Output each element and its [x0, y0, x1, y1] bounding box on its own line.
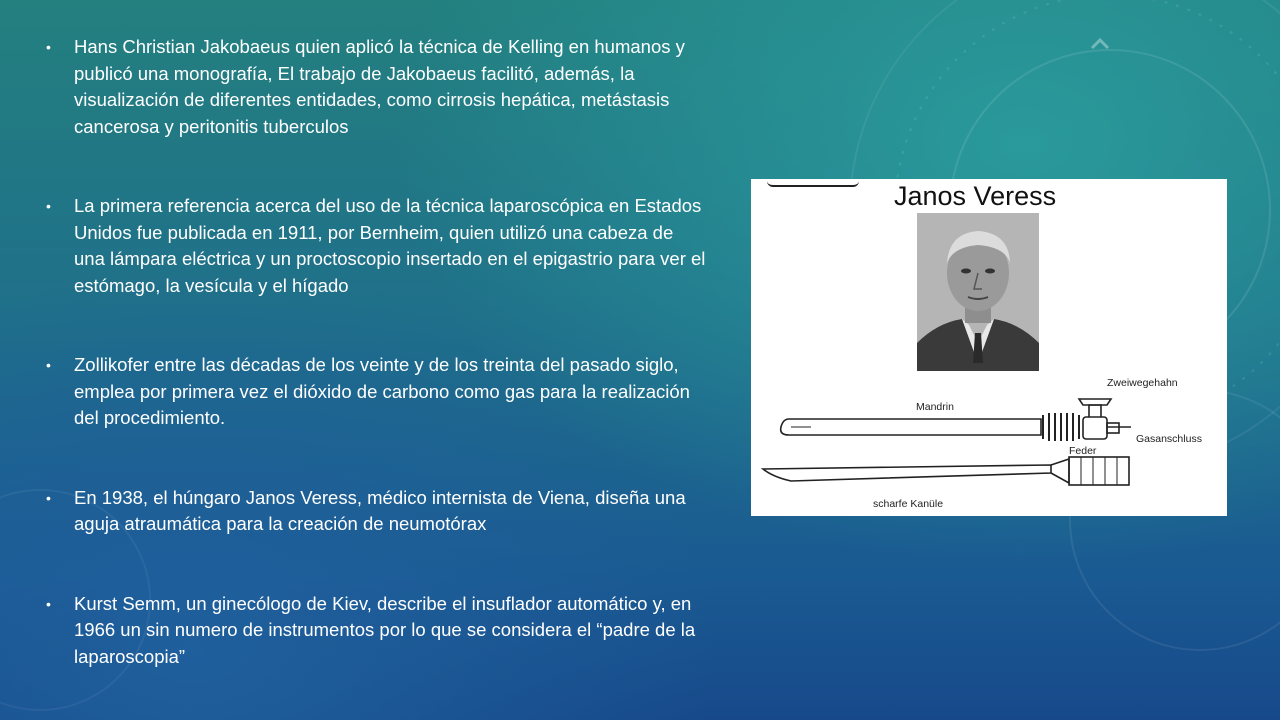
label-feder: Feder: [1069, 445, 1097, 457]
figure-title: Janos Veress: [894, 181, 1057, 211]
bullet-list: [46, 34, 706, 670]
label-zweiwegehahn: Zweiwegehahn: [1107, 377, 1178, 389]
list-item: [46, 34, 706, 140]
list-item: [46, 591, 706, 671]
bullet-text-zollikofer: Zollikofer entre las décadas de los veinte y de los treinta del pasado siglo, emplea por primera vez el dióxido de carbono como gas para la realización del procedimiento.: [74, 354, 690, 428]
bullet-text-bernheim: La primera referencia acerca del uso de la técnica laparoscópica en Estados Unidos fue publicada en 1911, por Bernheim, quien utilizó una cabeza de una lámpara eléctrica y un proctoscopio insertado en el epigastrio para ver el estómago, la vesícula y el hígado: [74, 195, 706, 296]
bullet-marker: •: [46, 489, 51, 506]
bullet-marker: •: [46, 357, 51, 373]
portrait-photo: [917, 213, 1039, 371]
bullet-text-veress: En 1938, el húngaro Janos Veress, médico internista de Viena, diseña una aguja atraumática para la creación de neumotórax: [74, 486, 686, 534]
label-gasanschluss: Gasanschluss: [1136, 433, 1202, 445]
list-item: [46, 193, 706, 299]
veress-figure: [751, 179, 1227, 516]
bullet-marker: •: [46, 198, 51, 214]
label-scharfe-kanule: scharfe Kanüle: [873, 498, 944, 510]
list-item: [46, 352, 706, 432]
bullet-text-semm: Kurst Semm, un ginecólogo de Kiev, describe el insuflador automático y, en 1966 un sin numero de instrumentos por lo que se considera el “padre de la laparoscopia”: [74, 592, 696, 667]
bullet-marker: •: [46, 39, 51, 55]
cropped-text-fragment: [767, 179, 859, 187]
label-mandrin: Mandrin: [916, 401, 954, 413]
bullet-text-jakobaeus: Hans Christian Jakobaeus quien aplicó la técnica de Kelling en humanos y publicó una monografía, El trabajo de Jakobaeus facilitó, además, la visualización de diferentes entidades, como cirrosis hepática, metástasis cancerosa y peritonitis tuberculos: [74, 36, 685, 137]
list-item: [46, 485, 706, 538]
bullet-marker: •: [46, 595, 51, 612]
